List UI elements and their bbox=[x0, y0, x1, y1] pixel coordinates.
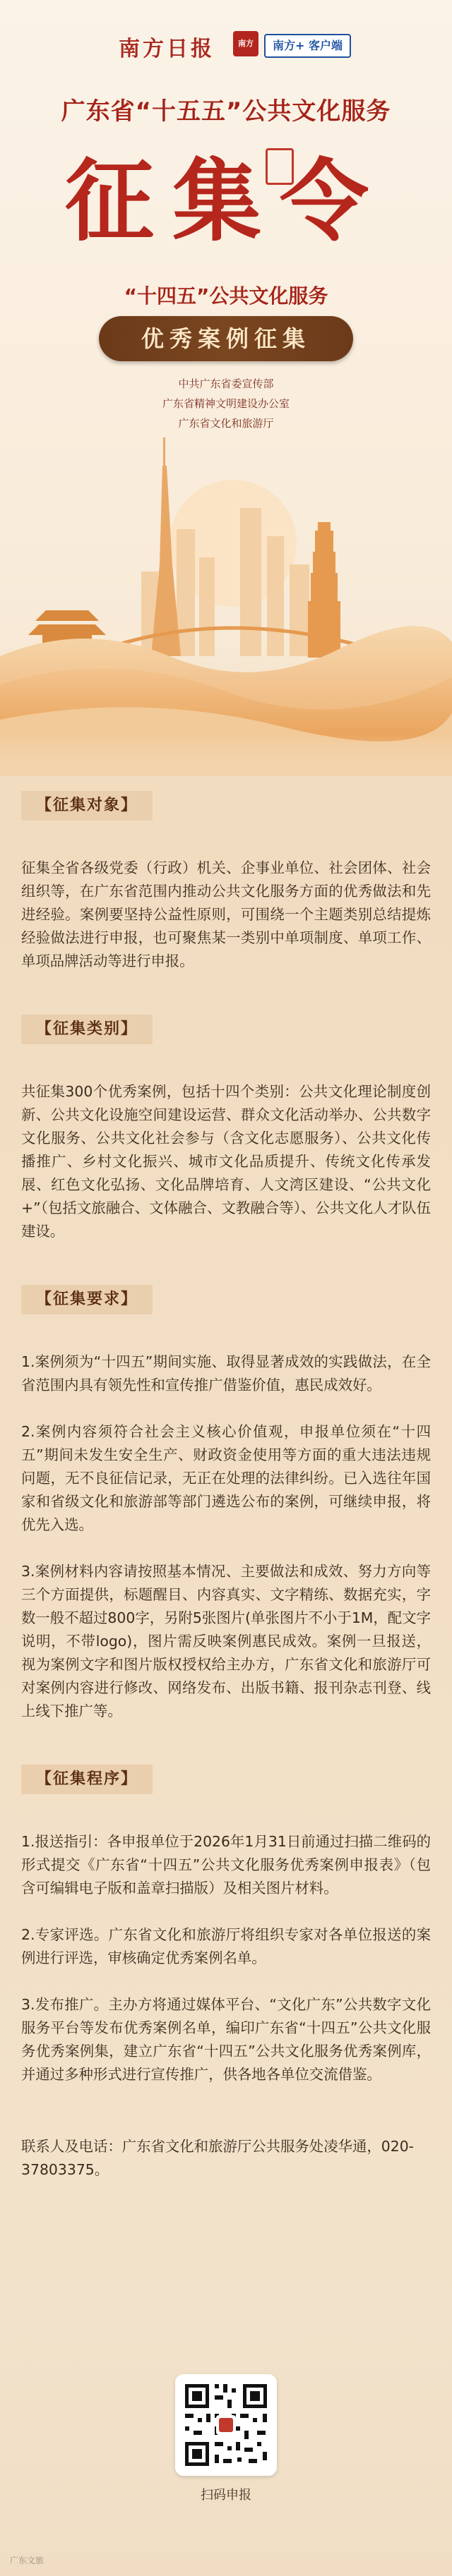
guangdong-skyline-illustration bbox=[0, 423, 452, 776]
organizer: 广东省文化和旅游厅 bbox=[178, 417, 274, 430]
section-procedure bbox=[0, 1765, 452, 2110]
section-body bbox=[21, 833, 431, 996]
section-title: 【征集对象】 bbox=[21, 791, 153, 821]
content-area bbox=[0, 773, 452, 2182]
red-seal-icon bbox=[266, 148, 294, 185]
section-body bbox=[21, 1057, 431, 1266]
calligraphy-title: 征集令 bbox=[65, 149, 387, 253]
qr-code-icon bbox=[175, 2374, 277, 2476]
headline: 广东省“十五五”公共文化服务 bbox=[61, 97, 391, 126]
section-title: 【征集程序】 bbox=[21, 1765, 153, 1794]
section-title: 【征集要求】 bbox=[21, 1285, 153, 1314]
paragraph: 2.专家评选。广东省文化和旅游厅将组织专家对各单位报送的案例进行评选，审核确定优秀案例名单。 bbox=[21, 1926, 431, 1966]
paragraph: 1.报送指引：各申报单位于2026年1月31日前通过扫描二维码的形式提交《广东省“十四五”公共文化服务优秀案例申报表》（包含可编辑电子版和盖章扫描版）及相关图片材料。 bbox=[21, 1833, 431, 1897]
section-body bbox=[21, 1807, 431, 2110]
paragraph: 征集全省各级党委（行政）机关、企事业单位、社会团体、社会组织等，在广东省范围内推动公共文化服务方面的优秀做法和先进经验。案例要坚持公益性原则，可围绕一个主题类别总结提炼经验做法进行申报，也可聚焦某一类别中单项制度、单项工作、单项品牌活动等进行申报。 bbox=[21, 859, 431, 969]
contact-info: 联系人及电话：广东省文化和旅游厅公共服务处凌华通，020-37803375。 bbox=[21, 2138, 415, 2178]
newspaper-logo: 南方日报 bbox=[119, 37, 215, 61]
section-title: 【征集类别】 bbox=[21, 1015, 153, 1044]
paragraph: 3.案例材料内容请按照基本情况、主要做法和成效、努力方向等三个方面提供，标题醒目、内容真实、文字精练、数据充实，字数一般不超过800字，另附5张图片(单张图片不小于1M，配文字说明，不带logo)，图片需反映案例惠民成效。案例一旦报送，视为案例文字和图片版权授权给主办方，广东省文化和旅游厅可对案例内容进行修改、网络发布、出版书籍、报刊杂志刊登、线上线下推广等。 bbox=[21, 1563, 431, 1719]
section-requirements bbox=[0, 1285, 452, 1746]
title-banner bbox=[99, 316, 353, 361]
paragraph: 2.案例内容须符合社会主义核心价值观，申报单位须在“十四五”期间未发生安全生产、财政资金使用等方面的重大违法违规问题，无不良征信记录，无正在处理的法律纠纷。已入选往年国家和省级文化和旅游部等部门遴选公布的案例，可继续申报，将优先入选。 bbox=[21, 1423, 431, 1533]
qr-caption: 扫码申报 bbox=[201, 2488, 251, 2503]
banner-text: 优秀案例征集 bbox=[141, 325, 311, 352]
section-targets bbox=[0, 791, 452, 996]
app-badge: 南方+ 客户端 bbox=[264, 34, 351, 58]
paragraph: 共征集300个优秀案例，包括十四个类别：公共文化理论制度创新、公共文化设施空间建设运营、群众文化活动举办、公共数字文化服务、公共文化社会参与（含文化志愿服务）、公共文化传播推广、乡村文化振兴、城市文化品质提升、传统文化传承发展、红色文化弘扬、文化品牌培育、人文湾区建设、“公共文化+”（包括文旅融合、文体融合、文教融合等）、公共文化人才队伍建设。 bbox=[21, 1083, 431, 1240]
subtitle: “十四五”公共文化服务 bbox=[124, 284, 328, 308]
qr-code[interactable] bbox=[175, 2374, 277, 2476]
brand-seal-icon: 南方 bbox=[233, 31, 258, 56]
organizer: 中共广东省委宣传部 bbox=[178, 377, 274, 390]
paragraph: 1.案例须为“十四五”期间实施、取得显著成效的实践做法，在全省范围内具有领先性和宣传推广借鉴价值，惠民成效好。 bbox=[21, 1353, 431, 1393]
section-categories bbox=[0, 1015, 452, 1266]
watermark: 广东文旅 bbox=[10, 2556, 44, 2565]
brand-bar bbox=[0, 24, 452, 66]
paragraph: 3.发布推广。主办方将通过媒体平台、“文化广东”公共数字文化服务平台等发布优秀案例名单，编印广东省“十四五”公共文化服务优秀案例集，建立广东省“十四五”公共文化服务优秀案例库，并通过多种形式进行宣传推广，供各地各单位交流借鉴。 bbox=[21, 1996, 431, 2083]
organizer: 广东省精神文明建设办公室 bbox=[162, 397, 290, 410]
section-body bbox=[21, 1327, 431, 1746]
